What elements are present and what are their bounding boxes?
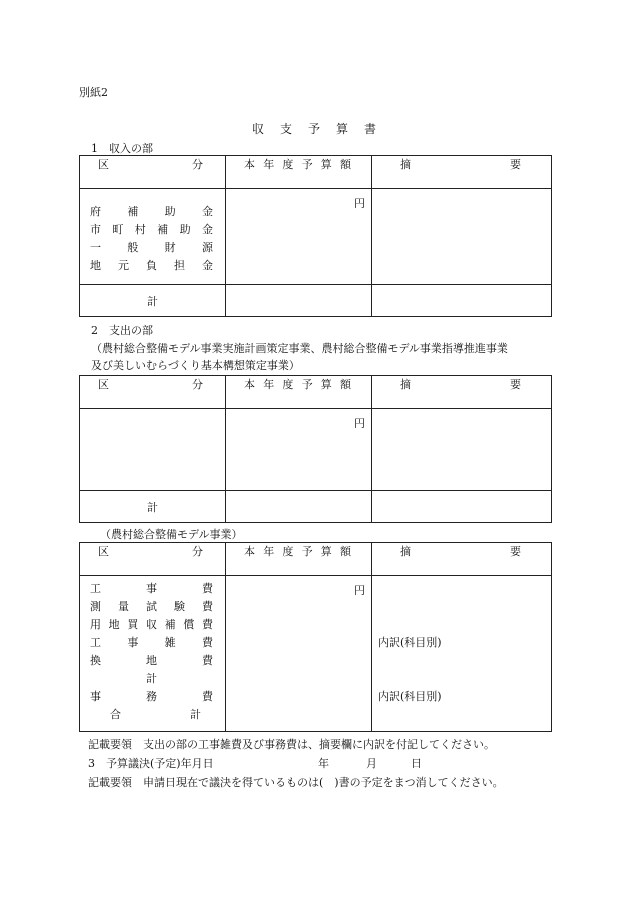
footer-note-1: 記載要領 支出の部の工事雑費及び事務費は、摘要欄に内訳を付記してください。: [88, 738, 495, 751]
income-total-summary: [372, 285, 552, 317]
expense-total-label: 計: [80, 491, 226, 523]
header-summary: 摘 要: [400, 545, 521, 558]
resolution-day-label: 日: [411, 757, 422, 770]
resolution-year-label: 年: [318, 757, 329, 770]
model-item-construction: 工 事 費: [90, 582, 213, 595]
header-summary: 摘 要: [400, 158, 521, 171]
model-project-note: （農村総合整備モデル事業）: [100, 528, 243, 541]
expense-amount-unit: 円: [354, 417, 365, 430]
income-table: [79, 155, 552, 317]
expense-category-cell: [80, 409, 226, 491]
income-item-pref-subsidy: 府 補 助 金: [90, 205, 213, 218]
model-item-list: [80, 576, 225, 724]
resolution-month-label: 月: [366, 757, 377, 770]
page-title: 収 支 予 算 書: [251, 122, 378, 136]
model-note-office: 内訳(科目別): [378, 690, 442, 703]
income-item-local-share: 地 元 負 担 金: [90, 259, 213, 272]
model-amount-unit: 円: [354, 584, 365, 597]
footer-note-2: 記載要領 申請日現在で議決を得ているものは( )書の予定をまつ消してください。: [88, 776, 504, 789]
model-item-survey: 測 量 試 験 費: [90, 600, 213, 613]
header-amount: 本 年 度 予 算 額: [244, 545, 351, 558]
model-item-grand-total: 合 計: [110, 708, 201, 721]
resolution-date-label: 3 予算議決(予定)年月日: [88, 757, 214, 770]
header-category: 区 分: [98, 545, 203, 558]
section-expense-note-2: 及び美しいむらづくり基本構想策定事業）: [91, 359, 300, 372]
header-category: 区 分: [98, 378, 203, 391]
income-summary-cell: [372, 189, 552, 285]
model-item-construction-misc: 工 事 雑 費: [90, 636, 213, 649]
income-item-general-fund: 一 般 財 源: [90, 241, 213, 254]
model-summary-list: [372, 576, 551, 706]
income-amount-unit: 円: [354, 197, 365, 210]
header-category: 区 分: [98, 158, 203, 171]
expense-summary-cell: [372, 409, 552, 491]
model-item-replotting: 換 地 費: [90, 654, 213, 667]
income-total-label: 計: [80, 285, 226, 317]
section-expense-note-1: （農村総合整備モデル事業実施計画策定事業、農村総合整備モデル事業指導推進事業: [91, 342, 508, 355]
header-summary: 摘 要: [400, 378, 521, 391]
model-item-subtotal: 計: [146, 672, 157, 685]
section-income-heading: 1 収入の部: [91, 142, 153, 155]
header-amount: 本 年 度 予 算 額: [244, 378, 351, 391]
income-total-amount: [226, 285, 372, 317]
expense-table: [79, 375, 552, 523]
attachment-label: 別紙2: [79, 86, 108, 99]
model-item-office: 事 務 費: [90, 690, 213, 703]
header-amount: 本 年 度 予 算 額: [244, 158, 351, 171]
model-note-construction-misc: 内訳(科目別): [378, 636, 442, 649]
section-expense-heading: 2 支出の部: [91, 324, 153, 337]
expense-total-amount: [226, 491, 372, 523]
model-item-land: 用 地 買 収 補 償 費: [90, 618, 213, 631]
income-item-list: [80, 189, 225, 275]
model-project-table: [79, 542, 552, 732]
expense-total-summary: [372, 491, 552, 523]
income-item-muni-subsidy: 市 町 村 補 助 金: [90, 223, 213, 236]
